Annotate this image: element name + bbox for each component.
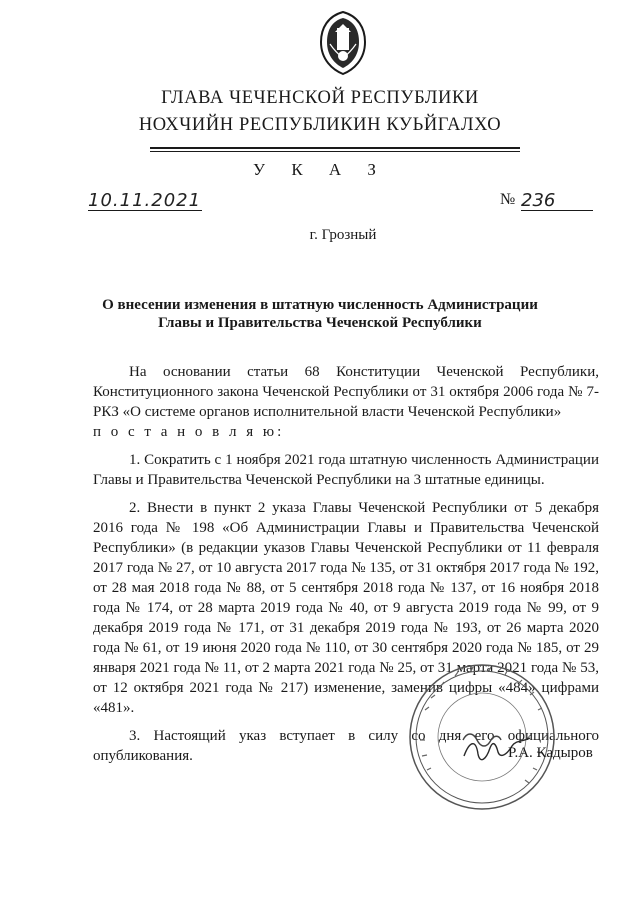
document-city: г. Грозный	[309, 227, 377, 243]
document-date: 10.11.2021	[88, 190, 202, 211]
item-2-paragraph: 2. Внести в пункт 2 указа Главы Чеченской Республики от 5 декабря 2016 года № 198 «Об Администрации Главы и Правительства Чеченской Республики» (в редакции указов Главы Чеченской Республики от 11 февраля 2017 года № 27, от 10 августа 2017 года № 135, от 31 октября 2017 года № 192, от 28 мая 2018 года № 88, от 5 сентября 2018 года № 137, от 16 ноября 2018 года № 174, от 28 марта 2019 года № 40, от 9 августа 2019 года № 99, от 9 декабря 2019 года № 171, от 31 декабря 2019 года № 193, от 26 марта 2020 года № 61, от 19 июня 2020 года № 110, от 30 сентября 2020 года № 185, от 29 января 2021 года № 11, от 2 марта 2021 года № 25, от 31 марта 2021 года № 53, от 12 октября 2021 года № 217) изменение, заменив цифры «484» цифрами «481».	[93, 500, 599, 716]
issuer-title-russian: ГЛАВА ЧЕЧЕНСКОЙ РЕСПУБЛИКИ	[161, 88, 479, 108]
subject-line-2: Главы и Правительства Чеченской Республики	[158, 315, 482, 331]
document-number-label: №	[500, 191, 516, 208]
header-divider-thin	[150, 151, 520, 152]
subject-line-1: О внесении изменения в штатную численность Администрации	[102, 297, 538, 313]
item-1-paragraph: 1. Сократить с 1 ноября 2021 года штатную численность Администрации Главы и Правительства Чеченской Республики на 3 штатные единицы.	[93, 452, 599, 488]
document-type: У К А З	[253, 160, 387, 179]
header-divider	[150, 147, 520, 149]
preamble-paragraph: На основании статьи 68 Конституции Чеченской Республики, Конституционного закона Чеченской Республики от 31 октября 2006 года № 7-РКЗ «О системе органов исполнительной власти Чеченской Республики»	[93, 364, 599, 420]
item-3-paragraph: 3. Настоящий указ вступает в силу со дня его официального опубликования.	[93, 728, 599, 764]
coat-of-arms-emblem	[318, 10, 368, 76]
signer-name: Р.А. Кадыров	[508, 745, 593, 761]
document-number: 236	[521, 191, 593, 211]
document-subject	[0, 296, 640, 332]
decree-word: п о с т а н о в л я ю:	[93, 424, 285, 440]
issuer-title-chechen: НОХЧИЙН РЕСПУБЛИКИН КУЬЙГАЛХО	[138, 115, 502, 135]
